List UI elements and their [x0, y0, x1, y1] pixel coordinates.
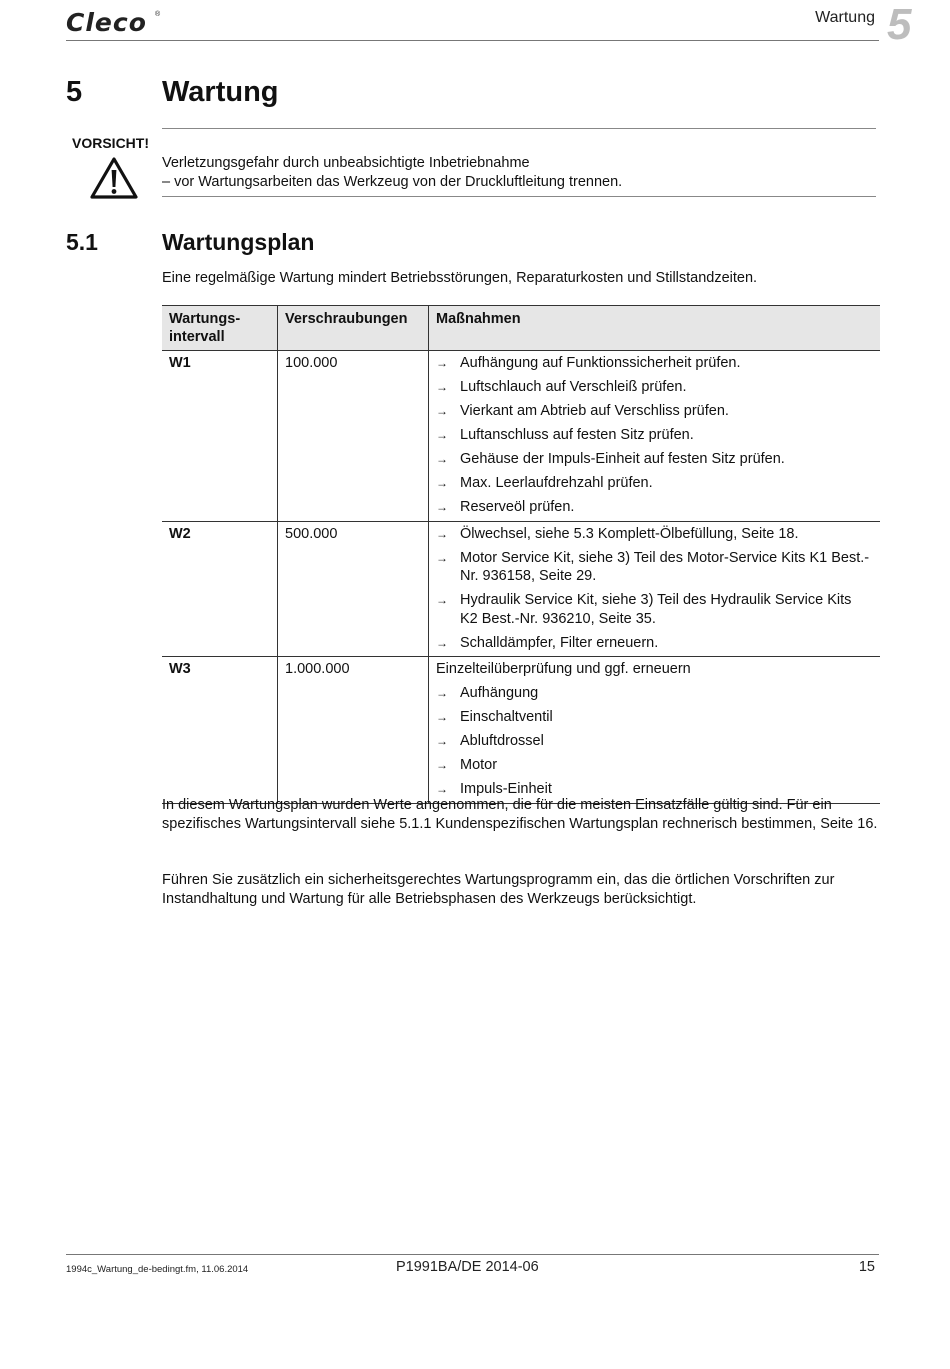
header-interval	[162, 306, 278, 351]
list-item	[436, 402, 873, 421]
footer-file-info: 1994c_Wartung_de-bedingt.fm, 11.06.2014	[66, 1264, 249, 1275]
caution-top-rule	[162, 128, 876, 129]
header-measures: Maßnahmen	[429, 306, 881, 351]
maintenance-table	[162, 305, 880, 804]
arrow-right-icon: →	[436, 734, 448, 748]
arrow-right-icon: →	[436, 380, 448, 394]
caution-text	[162, 154, 622, 192]
table-row	[162, 521, 880, 657]
interval-cell: W2	[162, 521, 278, 657]
arrow-right-icon: →	[436, 686, 448, 700]
measures-list	[436, 684, 873, 799]
list-item	[436, 354, 873, 373]
measure-text: Schalldämpfer, Filter erneuern.	[460, 634, 659, 651]
footer-doc-id: P1991BA/DE 2014-06	[396, 1259, 539, 1275]
arrow-right-icon: →	[436, 782, 448, 796]
table-row	[162, 351, 880, 522]
arrow-right-icon: →	[436, 758, 448, 772]
list-item	[436, 591, 873, 628]
measures-cell	[429, 521, 881, 657]
caution-label: VORSICHT!	[72, 135, 149, 151]
list-item	[436, 732, 873, 751]
chapter-title: Wartung	[162, 76, 279, 108]
interval-cell: W3	[162, 657, 278, 804]
header-chapter-number: 5	[887, 0, 912, 49]
measure-text: Motor Service Kit, siehe 3) Teil des Motor-Service Kits K1 Best.-Nr. 936158, Seite 29.	[460, 549, 870, 584]
measure-text: Abluftdrossel	[460, 733, 544, 749]
page-number: 15	[858, 1259, 875, 1275]
arrow-right-icon: →	[436, 710, 448, 724]
measure-text: Luftanschluss auf festen Sitz prüfen.	[460, 427, 694, 443]
table-header-row	[162, 306, 880, 351]
measure-text: Luftschlauch auf Verschleiß prüfen.	[460, 379, 687, 395]
arrow-right-icon: →	[436, 356, 448, 370]
list-item	[436, 684, 873, 703]
header-section-name: Wartung	[815, 9, 875, 26]
measure-text: Max. Leerlaufdrehzahl prüfen.	[460, 475, 653, 491]
measure-text: Hydraulik Service Kit, siehe 3) Teil des Hydraulik Service Kits K2 Best.-Nr. 936210, Seite 35.	[460, 592, 852, 627]
screwings-cell: 100.000	[278, 351, 429, 522]
header-interval-text: Wartungs- intervall	[169, 311, 241, 345]
list-item	[436, 525, 873, 544]
caution-bottom-rule	[162, 196, 876, 197]
arrow-right-icon: →	[436, 593, 448, 607]
list-item	[436, 378, 873, 397]
measure-text: Reserveöl prüfen.	[460, 499, 575, 515]
section-title: Wartungsplan	[162, 229, 315, 255]
screwings-cell: 1.000.000	[278, 657, 429, 804]
list-item	[436, 756, 873, 775]
arrow-right-icon: →	[436, 550, 448, 565]
section-intro: Eine regelmäßige Wartung mindert Betriebsstörungen, Reparaturkosten und Stillstandzeiten.	[162, 270, 758, 286]
list-item	[436, 708, 873, 727]
measure-text: Ölwechsel, siehe 5.3 Komplett-Ölbefüllung, Seite 18.	[460, 525, 799, 542]
list-item	[436, 549, 873, 586]
arrow-right-icon: →	[436, 476, 448, 490]
arrow-right-icon: →	[436, 404, 448, 418]
measure-text: Gehäuse der Impuls-Einheit auf festen Sitz prüfen.	[460, 451, 785, 467]
list-item	[436, 450, 873, 469]
measures-cell	[429, 351, 881, 522]
cleco-logo: Cleco	[66, 8, 147, 37]
arrow-right-icon: →	[436, 500, 448, 514]
measure-text: Aufhängung	[460, 685, 539, 701]
header-divider	[66, 40, 879, 41]
arrow-right-icon: →	[436, 428, 448, 442]
measure-text: Motor	[460, 757, 498, 773]
measure-text: Impuls-Einheit	[460, 781, 552, 797]
chapter-number: 5	[66, 76, 83, 108]
header-screwings: Verschraubungen	[278, 306, 429, 351]
note-paragraph-2: Führen Sie zusätzlich ein sicherheitsgerechtes Wartungsprogramm ein, das die örtlichen Vorschriften zur Instandhaltung und Wartung für alle Betriebsphasen des Werkzeugs berücksichtigt.	[162, 872, 835, 907]
measure-text: Vierkant am Abtrieb auf Verschliss prüfen.	[460, 403, 729, 419]
registered-mark: ®	[155, 11, 161, 18]
measure-text: Einschaltventil	[460, 709, 553, 725]
interval-cell: W1	[162, 351, 278, 522]
measures-cell	[429, 657, 881, 804]
list-item	[436, 474, 873, 493]
section-number: 5.1	[66, 229, 98, 255]
footer-divider	[66, 1254, 879, 1255]
measures-list	[436, 525, 873, 653]
warning-triangle-icon	[90, 156, 138, 200]
caution-line-1: Verletzungsgefahr durch unbeabsichtigte Inbetriebnahme	[162, 155, 530, 171]
list-item	[436, 498, 873, 517]
arrow-right-icon: →	[436, 526, 448, 541]
measures-list	[436, 354, 873, 517]
arrow-right-icon: →	[436, 635, 448, 650]
arrow-right-icon: →	[436, 452, 448, 466]
list-item	[436, 426, 873, 445]
measure-text: Aufhängung auf Funktionssicherheit prüfen.	[460, 355, 741, 371]
screwings-cell: 500.000	[278, 521, 429, 657]
list-item	[436, 634, 873, 653]
measures-lead: Einzelteilüberprüfung und ggf. erneuern	[436, 661, 691, 677]
caution-line-2: – vor Wartungsarbeiten das Werkzeug von der Druckluftleitung trennen.	[162, 174, 623, 190]
table-row	[162, 657, 880, 804]
note-paragraph-1: In diesem Wartungsplan wurden Werte angenommen, die für die meisten Einsatzfälle gültig sind. Für ein spezifisches Wartungsintervall siehe 5.1.1 Kundenspezifischen Wartungsplan rechnerisch bestimmen, Seite 16.	[162, 797, 878, 832]
